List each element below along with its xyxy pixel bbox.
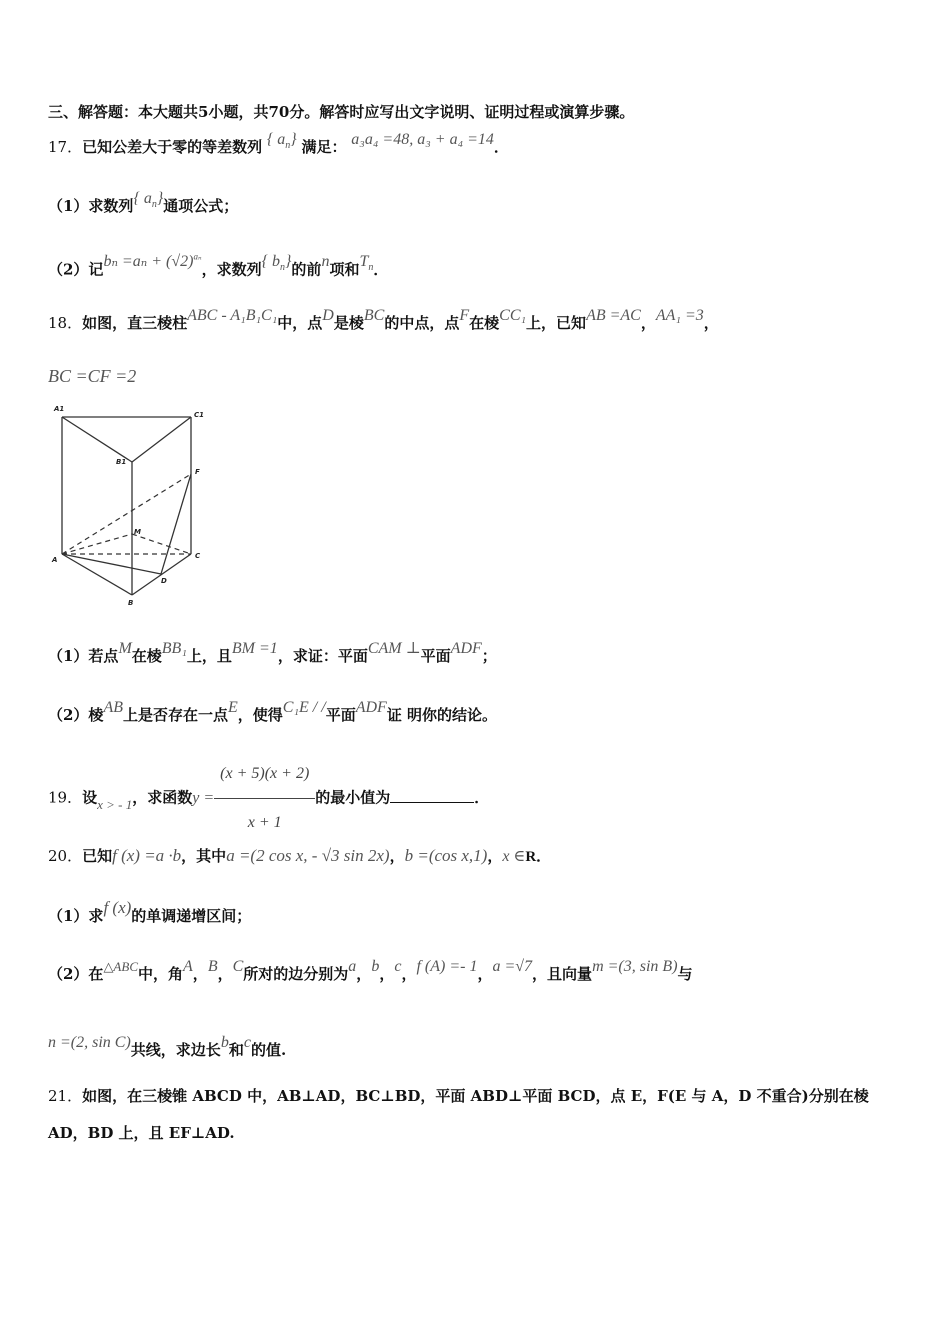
edge-df xyxy=(161,474,191,574)
q20-part2-cont: n =(2, sin C)共线，求边长b和c的值. xyxy=(48,1034,287,1059)
q19-fraction: $\frac{(x + 5)(x + 2)}{x + 1}$ xyxy=(214,752,315,845)
label-b: B xyxy=(128,599,134,607)
q18-part2: （2）棱AB上是否存在一点E，使得C₁E / /平面ADF证 明你的结论。 xyxy=(48,699,498,724)
label-a: A xyxy=(52,556,58,564)
edge-ab xyxy=(62,554,132,595)
label-m: M xyxy=(134,528,141,536)
q17-number: 17． xyxy=(48,138,83,156)
edge-bc xyxy=(132,554,191,595)
q20-part1: （1）求f (x)的单调递增区间； xyxy=(48,898,252,925)
prism-figure xyxy=(48,402,223,612)
section-header: 三、解答题：本大题共5小题，共70分。解答时应写出文字说明、证明过程或演算步骤。 xyxy=(48,103,635,121)
q20-stem: 20．已知f (x) =a ·b，其中a =(2 cos x, - √3 sin 2x)，b =(cos x,1)，x ∈R． xyxy=(48,846,552,865)
label-c: C xyxy=(195,552,201,560)
seq-b: { $b_n$} xyxy=(261,253,292,274)
q19-answer-blank[interactable] xyxy=(390,788,474,803)
label-f: F xyxy=(195,468,200,476)
q18-part1: （1）若点M在棱BB₁上，且BM =1，求证：平面CAM ⊥平面ADF； xyxy=(48,640,497,665)
q17-condition: a₃a₄ =48, a₃ + a₄ =14 xyxy=(351,131,494,148)
edge-a1b1 xyxy=(62,417,132,462)
q18-stem: 18．如图，直三棱柱ABC - A₁B₁C₁中，点D是棱BC的中点，点F在棱CC₁上，已知AB =AC，AA₁ =3， xyxy=(48,307,719,332)
q21-stem: 21．如图，在三棱锥 ABCD 中，AB⊥AD，BC⊥BD，平面 ABD⊥平面 BCD，点 E，F(E 与 A，D 不重合)分别在棱 xyxy=(48,1087,869,1105)
q17-stem: 17．已知公差大于零的等差数列 { $a_n$} 满足： a₃a₄ =48, a₃ + a₄ =14． xyxy=(48,131,509,156)
label-c1: C1 xyxy=(194,411,205,419)
bn-formula: $b_n =a_n + (√2)^{a_n}$ xyxy=(103,252,202,271)
q21-stem-cont: AD，BD 上，且 EF⊥AD. xyxy=(48,1124,235,1142)
seq-a: { $a_n$} xyxy=(266,131,297,152)
q17-part2: （2）记$b_n =a_n + (√2)^{a_n}$，求数列{ $b_n$}的前n项和$T_n$． xyxy=(48,252,389,279)
edge-ad xyxy=(62,554,161,574)
edge-af xyxy=(62,474,191,554)
seq-a-2: { $a_n$} xyxy=(133,190,164,211)
q17-part1: （1）求数列{ $a_n$}通项公式； xyxy=(48,190,239,215)
edge-mc xyxy=(132,534,191,554)
q18-stem-cont: BC =CF =2 xyxy=(48,366,137,386)
edge-b1c1 xyxy=(132,417,191,462)
label-a1: A1 xyxy=(54,405,65,413)
label-d: D xyxy=(161,577,167,585)
label-b1: B1 xyxy=(116,458,127,466)
q20-part2: （2）在△ABC中，角A，B，C所对的边分别为a，b，c，f (A) =- 1，a =√7，且向量m =(3, sin B)与 xyxy=(48,958,693,983)
edge-am xyxy=(62,534,132,554)
q19-stem: 19．设x > - 1，求函数y = $\frac{(x + 5)(x + 2)}{x + 1}$ 的最小值为 ． xyxy=(48,752,489,845)
